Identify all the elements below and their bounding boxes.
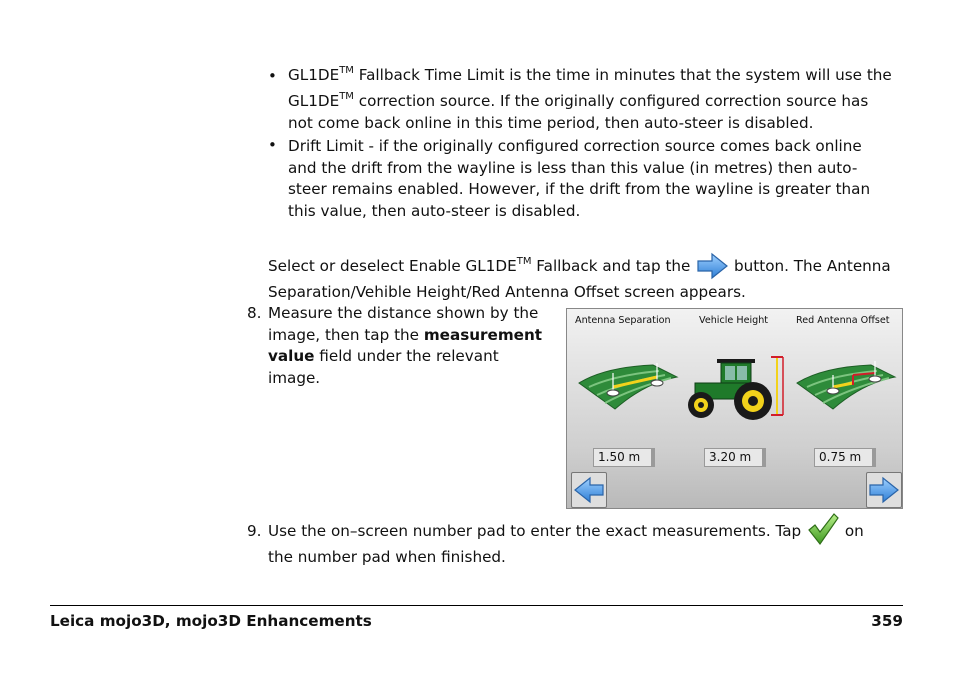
step-9-line-2: the number pad when finished.	[268, 548, 506, 566]
antenna-separation-field[interactable]: 1.50 m	[593, 448, 655, 467]
caption-red-antenna-offset: Red Antenna Offset	[796, 315, 890, 326]
page-number: 359	[871, 612, 903, 630]
caption-antenna-separation: Antenna Separation	[575, 315, 671, 326]
bullet-2-line-1: Drift Limit - if the originally configured correction source comes back online	[288, 137, 862, 155]
bullet-2-line-2: and the drift from the wayline is less than this value (in metres) then auto-	[288, 159, 858, 177]
antenna-setup-screen	[566, 308, 903, 509]
footer-rule	[50, 605, 903, 606]
vehicle-height-field[interactable]: 3.20 m	[704, 448, 766, 467]
bullet-1-line-3: not come back online in this time period, then auto-steer is disabled.	[288, 114, 814, 132]
select-paragraph-line-2: Separation/Vehible Height/Red Antenna Offset screen appears.	[268, 283, 746, 301]
step-8-line-4: image.	[268, 369, 321, 387]
next-button[interactable]	[866, 472, 902, 508]
step-9-line-1: Use the on–screen number pad to enter the exact measurements. Tap on	[268, 520, 864, 542]
step-8-line-1: Measure the distance shown by the	[268, 304, 539, 322]
red-antenna-offset-illustration	[793, 353, 897, 417]
step-8-line-3: value field under the relevant	[268, 347, 499, 365]
step-8-line-2: image, then tap the measurement	[268, 326, 543, 344]
red-antenna-offset-field[interactable]: 0.75 m	[814, 448, 876, 467]
bullet-2-line-4: this value, then auto-steer is disabled.	[288, 202, 581, 220]
back-button[interactable]	[571, 472, 607, 508]
checkmark-icon	[806, 520, 840, 542]
bullet-dot: •	[268, 136, 277, 154]
forward-arrow-icon	[867, 473, 901, 507]
select-paragraph-line-1: Select or deselect Enable GL1DE™ Fallback and tap the button. The Antenna	[268, 255, 891, 277]
footer-title: Leica mojo3D, mojo3D Enhancements	[50, 612, 372, 630]
antenna-separation-illustration	[575, 353, 679, 417]
step-8-number: 8.	[247, 304, 262, 322]
step-9-number: 9.	[247, 522, 262, 540]
tractor-illustration	[681, 353, 787, 423]
bullet-dot: •	[268, 67, 277, 85]
next-arrow-icon	[695, 255, 729, 277]
back-arrow-icon	[572, 473, 606, 507]
bullet-2-line-3: steer remains enabled. However, if the drift from the wayline is greater than	[288, 180, 871, 198]
caption-vehicle-height: Vehicle Height	[699, 315, 769, 326]
bullet-1-line-2: GL1DE™ correction source. If the originally configured correction source has	[288, 91, 869, 110]
bullet-1-line-1: GL1DE™ Fallback Time Limit is the time in minutes that the system will use the	[288, 65, 892, 84]
